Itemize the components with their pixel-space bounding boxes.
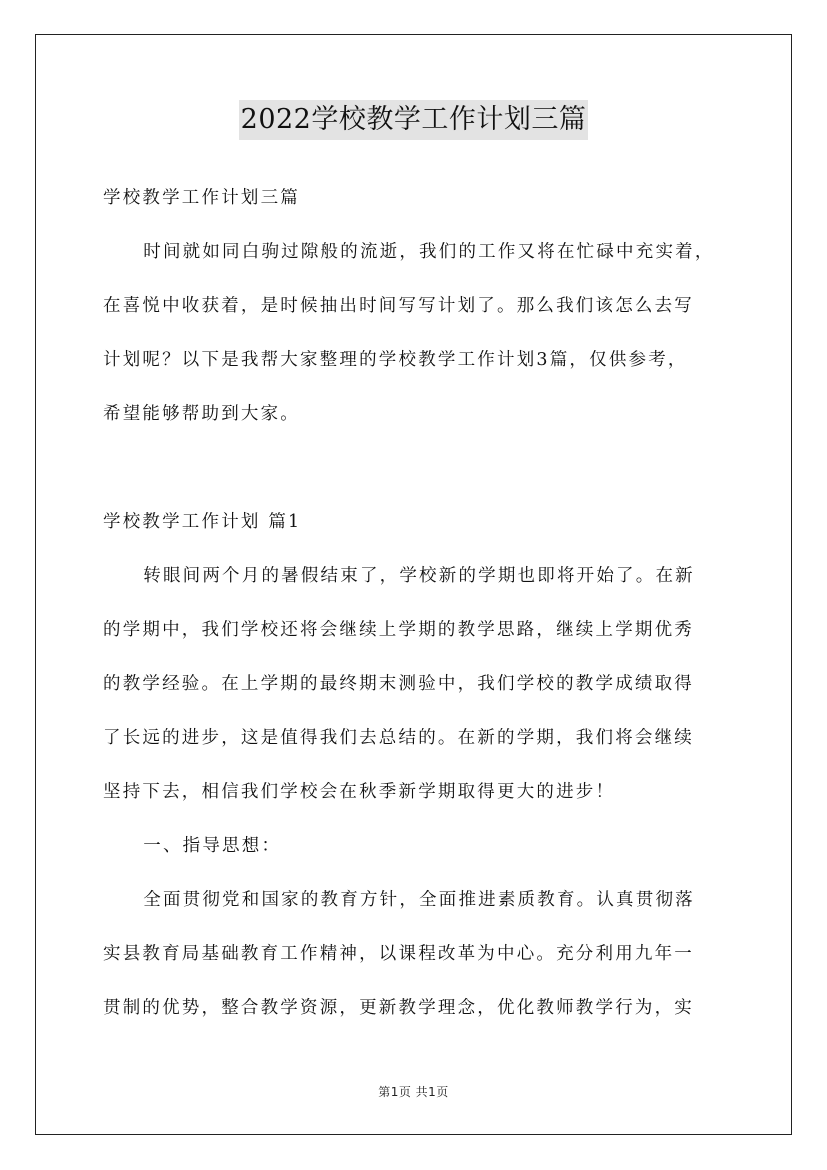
paragraph-gap <box>103 441 725 495</box>
guiding-line: 全面贯彻党和国家的教育方针，全面推进素质教育。认真贯彻落 <box>143 890 695 910</box>
document-body <box>103 171 725 1035</box>
section1-line: 的教学经验。在上学期的最终期末测验中，我们学校的教学成绩取得 <box>103 674 694 694</box>
section1-line: 坚持下去，相信我们学校会在秋季新学期取得更大的进步！ <box>103 782 616 802</box>
page-footer <box>0 1083 827 1100</box>
section1-line: 转眼间两个月的暑假结束了，学校新的学期也即将开始了。在新 <box>143 566 695 586</box>
intro-line: 计划呢？以下是我帮大家整理的学校教学工作计划3篇，仅供参考， <box>103 350 688 370</box>
document-subtitle: 学校教学工作计划三篇 <box>103 188 300 208</box>
section1-line: 了长远的进步，这是值得我们去总结的。在新的学期，我们将会继续 <box>103 728 694 748</box>
intro-line: 在喜悦中收获着，是时候抽出时间写写计划了。那么我们该怎么去写 <box>103 296 694 316</box>
title-container <box>0 100 827 140</box>
guiding-heading: 一、指导思想： <box>143 836 282 856</box>
page-number: 第1页 共1页 <box>378 1085 449 1099</box>
section1-line: 的学期中，我们学校还将会继续上学期的教学思路，继续上学期优秀 <box>103 620 694 640</box>
section-heading: 学校教学工作计划 篇1 <box>103 512 302 532</box>
document-title: 2022学校教学工作计划三篇 <box>239 100 589 140</box>
intro-line: 希望能够帮助到大家。 <box>103 404 300 424</box>
guiding-line: 实县教育局基础教育工作精神，以课程改革为中心。充分利用九年一 <box>103 944 694 964</box>
intro-line: 时间就如同白驹过隙般的流逝，我们的工作又将在忙碌中充实着， <box>143 242 715 262</box>
guiding-line: 贯制的优势，整合教学资源，更新教学理念，优化教师教学行为，实 <box>103 998 694 1018</box>
